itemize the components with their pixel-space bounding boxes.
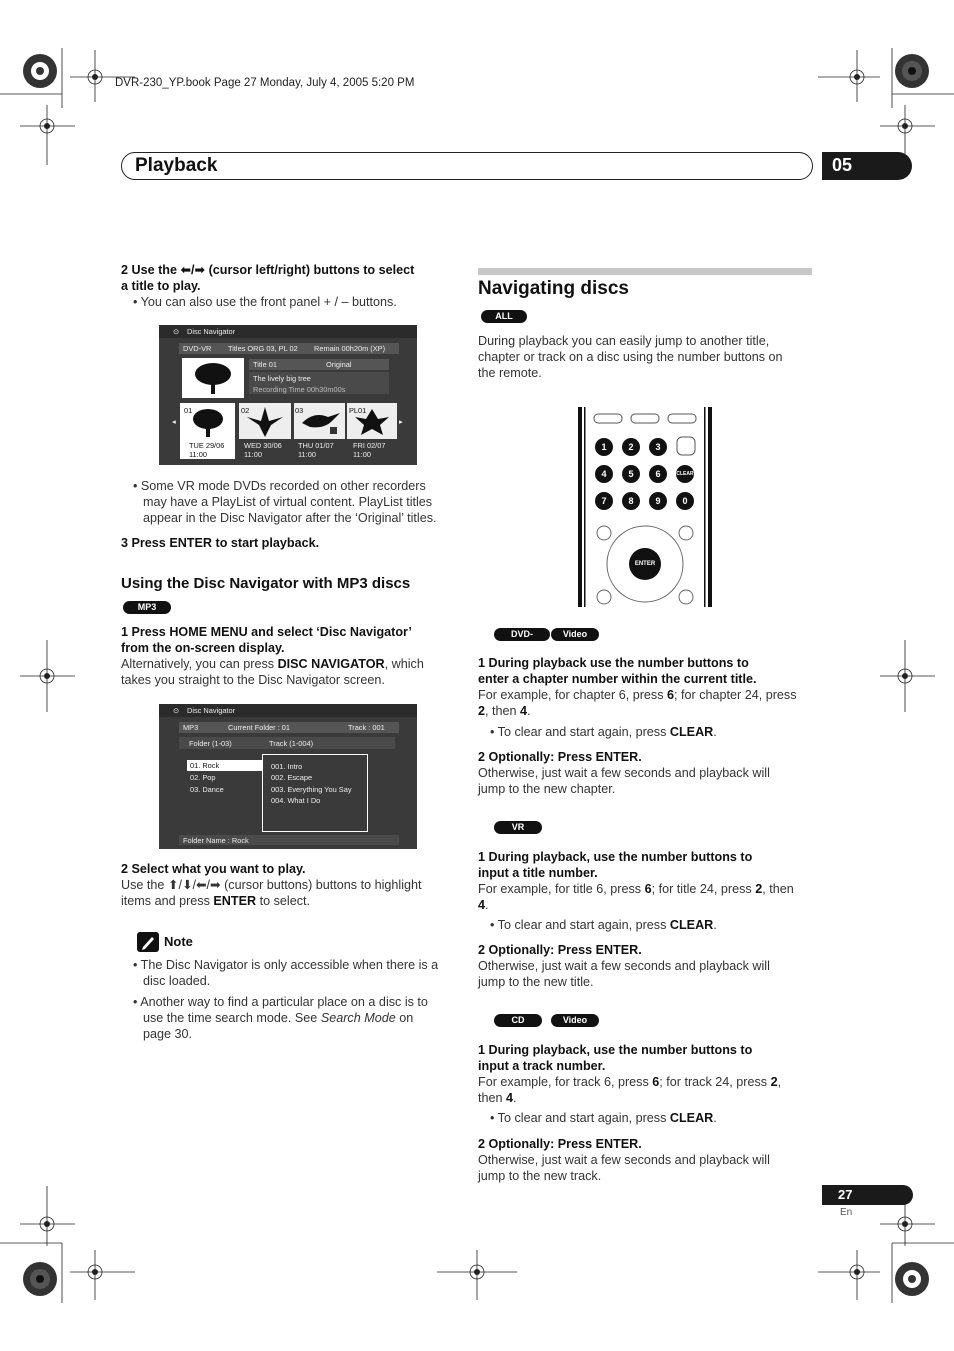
track-item[interactable]: 003. Everything You Say	[271, 785, 352, 794]
screen-title: Disc Navigator	[187, 706, 236, 715]
remote-enter-key: ENTER	[634, 561, 656, 567]
page-number-tab	[822, 1185, 913, 1205]
folder-item[interactable]: 02. Pop	[190, 773, 216, 782]
current-track: Track : 001	[348, 723, 385, 732]
title-clear-bullet: • To clear and start again, press CLEAR.	[490, 918, 717, 932]
remote-key-3: 3	[649, 438, 667, 456]
note-icon	[137, 932, 159, 952]
disc-navigator-screen-vr	[159, 325, 417, 465]
track-step-2: 2 Optionally: Press ENTER.	[478, 1137, 642, 1151]
original-label: Original	[326, 360, 352, 369]
folder-item[interactable]: 01. Rock	[190, 761, 220, 770]
selected-thumbnail	[182, 358, 244, 398]
thumb-time: 11:00	[353, 450, 371, 459]
section-bar	[478, 268, 812, 275]
track-clear-bullet: • To clear and start again, press CLEAR.	[490, 1111, 717, 1125]
remote-key-0: 0	[676, 492, 694, 510]
chapter-clear-bullet: • To clear and start again, press CLEAR.	[490, 725, 717, 739]
title-field: Title 01	[253, 360, 277, 369]
titles-count: Titles ORG 03, PL 02	[228, 344, 298, 353]
title-step-1-body: For example, for title 6, press 6; for title 24, press 2, then 4.	[478, 882, 794, 912]
remote-key-8: 8	[622, 492, 640, 510]
section-title: Navigating discs	[478, 278, 629, 299]
header-bar	[121, 152, 813, 180]
chapter-number: 05	[832, 155, 853, 175]
remote-key-5: 5	[622, 465, 640, 483]
folder-item[interactable]: 03. Dance	[190, 785, 224, 794]
step-3-heading: 3 Press ENTER to start playback.	[121, 536, 320, 550]
mp3-badge: MP3	[123, 601, 171, 614]
thumb-num: PL01	[349, 406, 367, 415]
video-mode-badge: Video mode	[551, 628, 599, 641]
mp3-step-1: 1 Press HOME MENU and select ‘Disc Navigator’ from the on-screen display.	[121, 625, 412, 655]
disc-type: MP3	[183, 723, 199, 732]
track-step-1-body: For example, for track 6, press 6; for track 24, press 2, then 4.	[478, 1075, 782, 1105]
disc-navigator-icon: ⊙	[173, 706, 180, 715]
right-arrow-icon: ▸	[399, 417, 403, 426]
left-arrow-icon: ◂	[172, 417, 176, 426]
remote-key-2: 2	[622, 438, 640, 456]
remote-key-6: 6	[649, 465, 667, 483]
track-step-1: 1 During playback, use the number buttons to input a track number.	[478, 1043, 753, 1073]
remain-time: Remain 00h20m (XP)	[314, 344, 386, 353]
page-title: Playback	[135, 155, 218, 176]
step-2-heading: 2 Use the ⬅/➡ (cursor left/right) buttons to select a title to play.	[121, 263, 415, 293]
intro-text: During playback you can easily jump to another title, chapter or track on a disc using the number buttons on the remote.	[478, 334, 783, 380]
dvd-video-badge: DVD-Video	[494, 628, 550, 641]
mp3-step-2-body: Use the ⬆/⬇/⬅/➡ (cursor buttons) buttons to highlight items and press ENTER to select.	[121, 878, 422, 908]
remote-key-clear: CLEAR	[676, 465, 694, 483]
track-step-2-body: Otherwise, just wait a few seconds and playback will jump to the new track.	[478, 1153, 770, 1183]
thumb-date: FRI 02/07	[353, 441, 386, 450]
disc-navigator-screen-mp3	[159, 704, 417, 849]
thumb-time: 11:00	[189, 450, 207, 459]
thumb-time: 11:00	[244, 450, 262, 459]
thumb-date: TUE 29/06	[189, 441, 225, 450]
thumb-date: THU 01/07	[298, 441, 334, 450]
chapter-step-2-body: Otherwise, just wait a few seconds and playback will jump to the new chapter.	[478, 766, 770, 796]
thumb-num: 01	[184, 406, 193, 415]
note-title: Note	[164, 934, 193, 949]
track-item[interactable]: 001. Intro	[271, 762, 303, 771]
track-item[interactable]: 004. What I Do	[271, 796, 321, 805]
language-code: En	[840, 1207, 853, 1218]
thumb-time: 11:00	[298, 450, 316, 459]
note-bullet-2: • Another way to find a particular place on a disc is to use the time search mode. See Search Mode on page 30.	[133, 995, 428, 1041]
all-badge: ALL	[481, 310, 527, 323]
bullet-front-panel: • You can also use the front panel + / – buttons.	[133, 295, 397, 309]
track-header: Track (1-004)	[269, 739, 314, 748]
folder-header: Folder (1-03)	[189, 739, 232, 748]
current-folder: Current Folder : 01	[228, 723, 291, 732]
note-bullet-1: • The Disc Navigator is only accessible when there is a disc loaded.	[133, 958, 439, 988]
title-name: The lively big tree	[253, 374, 311, 383]
page-number: 27	[838, 1187, 853, 1202]
remote-key-4: 4	[595, 465, 613, 483]
thumb-date: WED 30/06	[244, 441, 282, 450]
remote-key-1: 1	[595, 438, 613, 456]
chapter-step-1: 1 During playback use the number buttons to enter a chapter number within the current title.	[478, 656, 757, 686]
chapter-step-2: 2 Optionally: Press ENTER.	[478, 750, 642, 764]
bullet-playlist: • Some VR mode DVDs recorded on other recorders may have a PlayList of virtual content. PlayList titles appear in the Disc Navigator after the ‘Original’ titles.	[133, 479, 437, 525]
remote-key-9: 9	[649, 492, 667, 510]
disc-navigator-icon: ⊙	[173, 327, 180, 336]
cd-badge: CD	[494, 1014, 542, 1027]
remote-control	[578, 407, 712, 607]
title-step-2: 2 Optionally: Press ENTER.	[478, 943, 642, 957]
folder-name: Folder Name : Rock	[183, 836, 249, 845]
mp3-step-2: 2 Select what you want to play.	[121, 862, 306, 876]
mp3-step-1-body: Alternatively, you can press DISC NAVIGATOR, which takes you straight to the Disc Navigator screen.	[121, 657, 424, 687]
file-info: DVR-230_YP.book Page 27 Monday, July 4, 2005 5:20 PM	[115, 77, 415, 89]
track-item[interactable]: 002. Escape	[271, 773, 313, 782]
video-cd-badge: Video CD	[551, 1014, 599, 1027]
screen-title: Disc Navigator	[187, 327, 236, 336]
remote-key-7: 7	[595, 492, 613, 510]
disc-type: DVD-VR	[183, 344, 212, 353]
title-step-2-body: Otherwise, just wait a few seconds and playback will jump to the new title.	[478, 959, 770, 989]
recording-time: Recording Time 00h30m00s	[253, 385, 346, 394]
thumb-num: 03	[295, 406, 304, 415]
vr-mode-badge: VR mode	[494, 821, 542, 834]
mp3-heading: Using the Disc Navigator with MP3 discs	[121, 575, 411, 592]
thumb-num: 02	[241, 406, 250, 415]
chapter-step-1-body: For example, for chapter 6, press 6; for chapter 24, press 2, then 4.	[478, 688, 797, 718]
title-step-1: 1 During playback, use the number buttons to input a title number.	[478, 850, 753, 880]
